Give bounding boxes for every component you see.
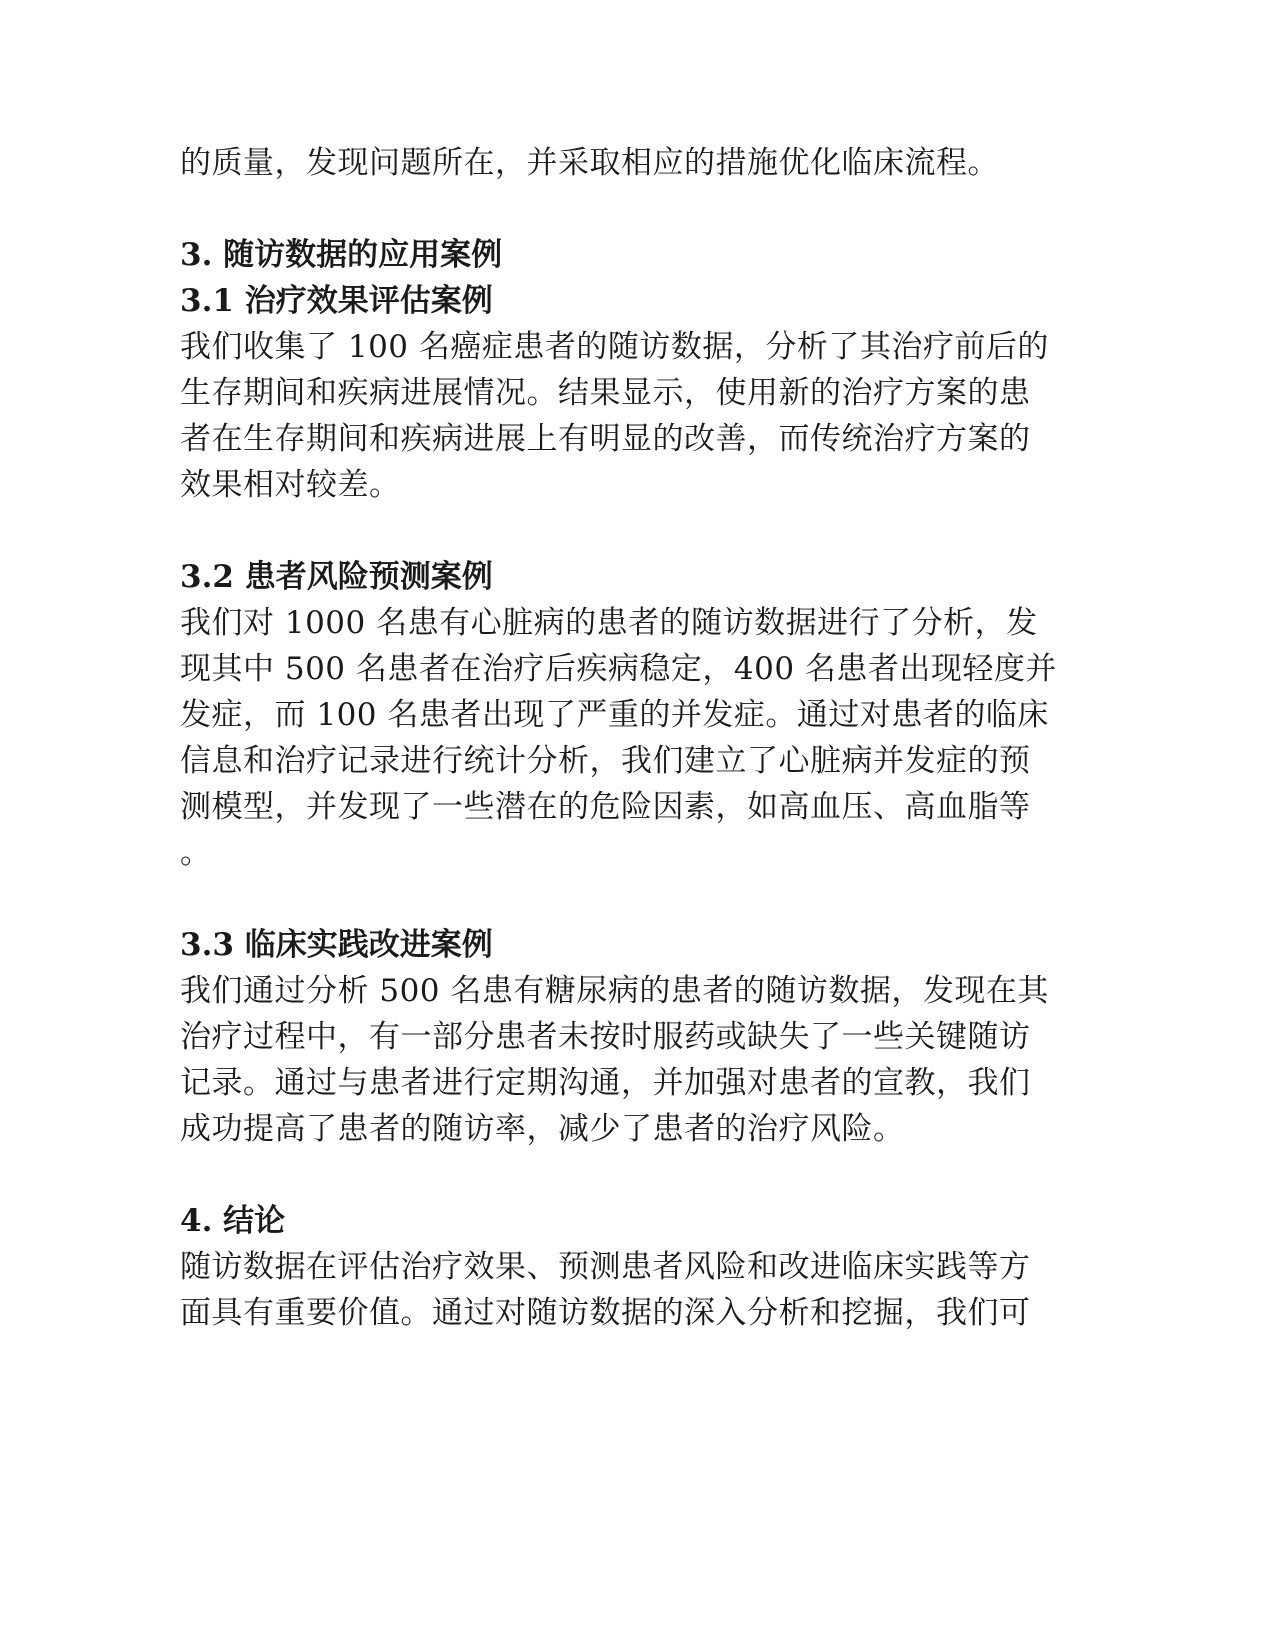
paragraph-line: 者在生存期间和疾病进展上有明显的改善，而传统治疗方案的	[180, 421, 1031, 457]
paragraph-line: 我们对 1000 名患有心脏病的患者的随访数据进行了分析，发	[180, 605, 1038, 641]
paragraph-line: 我们通过分析 500 名患有糖尿病的患者的随访数据，发现在其	[180, 973, 1049, 1009]
paragraph-line: 效果相对较差。	[180, 467, 401, 503]
paragraph-gap	[180, 508, 1040, 554]
paragraph-gap	[180, 1152, 1040, 1198]
paragraph-line: 的质量，发现问题所在，并采取相应的措施优化临床流程。	[180, 145, 999, 181]
paragraph-line: 生存期间和疾病进展情况。结果显示，使用新的治疗方案的患	[180, 375, 1031, 411]
paragraph-line: 信息和治疗记录进行统计分析，我们建立了心脏病并发症的预	[180, 743, 1031, 779]
subsection-heading-3-3: 3.3 临床实践改进案例	[180, 927, 493, 963]
paragraph-line: 测模型，并发现了一些潜在的危险因素，如高血压、高血脂等	[180, 789, 1031, 825]
document-page	[180, 140, 1057, 1336]
paragraph-line: 治疗过程中，有一部分患者未按时服药或缺失了一些关键随访	[180, 1019, 1031, 1055]
paragraph-line: 记录。通过与患者进行定期沟通，并加强对患者的宣教，我们	[180, 1065, 1031, 1101]
paragraph-line: 随访数据在评估治疗效果、预测患者风险和改进临床实践等方	[180, 1249, 1031, 1285]
section-heading-4: 4. 结论	[180, 1203, 286, 1239]
paragraph-gap	[180, 186, 1040, 232]
paragraph-line: 。	[180, 835, 212, 871]
subsection-heading-3-1: 3.1 治疗效果评估案例	[180, 283, 493, 319]
paragraph-line: 发症，而 100 名患者出现了严重的并发症。通过对患者的临床	[180, 697, 1049, 733]
section-heading-3: 3. 随访数据的应用案例	[180, 237, 503, 273]
paragraph-gap	[180, 876, 1040, 922]
paragraph-line: 成功提高了患者的随访率，减少了患者的治疗风险。	[180, 1111, 905, 1147]
paragraph-line: 现其中 500 名患者在治疗后疾病稳定，400 名患者出现轻度并	[180, 651, 1057, 687]
paragraph-line: 我们收集了 100 名癌症患者的随访数据，分析了其治疗前后的	[180, 329, 1049, 365]
paragraph-line: 面具有重要价值。通过对随访数据的深入分析和挖掘，我们可	[180, 1295, 1031, 1331]
subsection-heading-3-2: 3.2 患者风险预测案例	[180, 559, 493, 595]
